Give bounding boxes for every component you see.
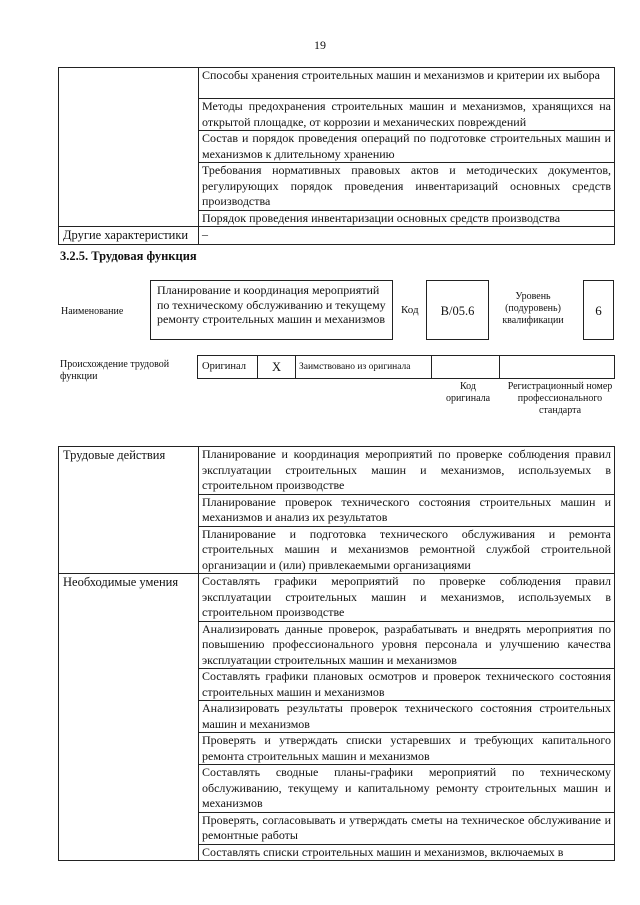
table-row: Методы предохранения строительных машин и механизмов, хранящихся на открытой площадке, от коррозии и механических повреждений bbox=[199, 99, 615, 131]
other-characteristics-label: Другие характеристики bbox=[59, 227, 199, 245]
borrowed-label: Заимствовано из оригинала bbox=[296, 356, 432, 379]
origin-table bbox=[197, 355, 615, 379]
labor-actions-label: Трудовые действия bbox=[59, 447, 199, 574]
table-row: Планирование и подготовка технического обслуживания и ремонта строительных машин и механизмов ремонтной службой строительной организации и (или) привлекаемыми организациями bbox=[199, 526, 615, 574]
qualification-level-label: Уровень (подуровень) квалификации bbox=[502, 291, 564, 326]
table-row: Составлять сводные планы-графики мероприятий по техническому обслуживанию, текущему и капитальному ремонту строительных машин и механизмов bbox=[199, 765, 615, 813]
required-skills-label: Необходимые умения bbox=[59, 574, 199, 861]
qualification-level-box: 6 bbox=[583, 280, 614, 340]
function-code-box: B/05.6 bbox=[426, 280, 489, 340]
top-knowledge-table bbox=[58, 67, 615, 245]
table-row: Составлять графики плановых осмотров и проверок технического состояния строительных машин и механизмов bbox=[199, 669, 615, 701]
table-row: Проверять и утверждать списки устаревших и требующих капитального ремонта строительных машин и механизмов bbox=[199, 733, 615, 765]
registration-number-cell bbox=[500, 356, 615, 379]
registration-number-caption: Регистрационный номер профессионального стандарта bbox=[507, 381, 613, 416]
code-original-caption: Код оригинала bbox=[445, 381, 491, 404]
code-label: Код bbox=[401, 304, 419, 316]
table-row: Анализировать результаты проверок технического состояния строительных машин и механизмов bbox=[199, 701, 615, 733]
table-row: Анализировать данные проверок, разрабатывать и внедрять мероприятия по повышению профессионального уровня персонала и улучшению качества эксплуатации строительных машин и механизмов bbox=[199, 621, 615, 669]
origin-label: Происхождение трудовой функции bbox=[60, 359, 170, 382]
table-row: Состав и порядок проведения операций по подготовке строительных машин и механизмов к длительному хранению bbox=[199, 131, 615, 163]
other-characteristics-value: – bbox=[199, 227, 615, 245]
labor-function-table bbox=[58, 446, 615, 861]
function-name-box: Планирование и координация мероприятий по техническому обслуживанию и текущему ремонту строительных машин и механизмов bbox=[150, 280, 393, 340]
section-title: 3.2.5. Трудовая функция bbox=[60, 249, 197, 263]
original-code-cell bbox=[432, 356, 500, 379]
table-row: Порядок проведения инвентаризации основных средств производства bbox=[199, 210, 615, 227]
table-row: Составлять списки строительных машин и механизмов, включаемых в bbox=[199, 844, 615, 861]
table-row: Проверять, согласовывать и утверждать сметы на техническое обслуживание и ремонтные работы bbox=[199, 812, 615, 844]
table-row: Способы хранения строительных машин и механизмов и критерии их выбора bbox=[199, 68, 615, 99]
table-row: Планирование и координация мероприятий по проверке соблюдения правил эксплуатации строительных машин и механизмов, используемых в строительном производстве bbox=[199, 447, 615, 495]
original-label: Оригинал bbox=[198, 356, 258, 379]
original-mark: X bbox=[258, 356, 296, 379]
table-row: Составлять графики мероприятий по проверке соблюдения правил эксплуатации строительных машин и механизмов, используемых в строительном производстве bbox=[199, 574, 615, 622]
empty-label-cell bbox=[59, 68, 199, 227]
page-number: 19 bbox=[314, 38, 326, 52]
table-row: Требования нормативных правовых актов и методических документов, регулирующих порядок проведения инвентаризаций основных средств производства bbox=[199, 163, 615, 211]
name-label: Наименование bbox=[61, 306, 124, 317]
table-row: Планирование проверок технического состояния строительных машин и механизмов и анализ их результатов bbox=[199, 494, 615, 526]
